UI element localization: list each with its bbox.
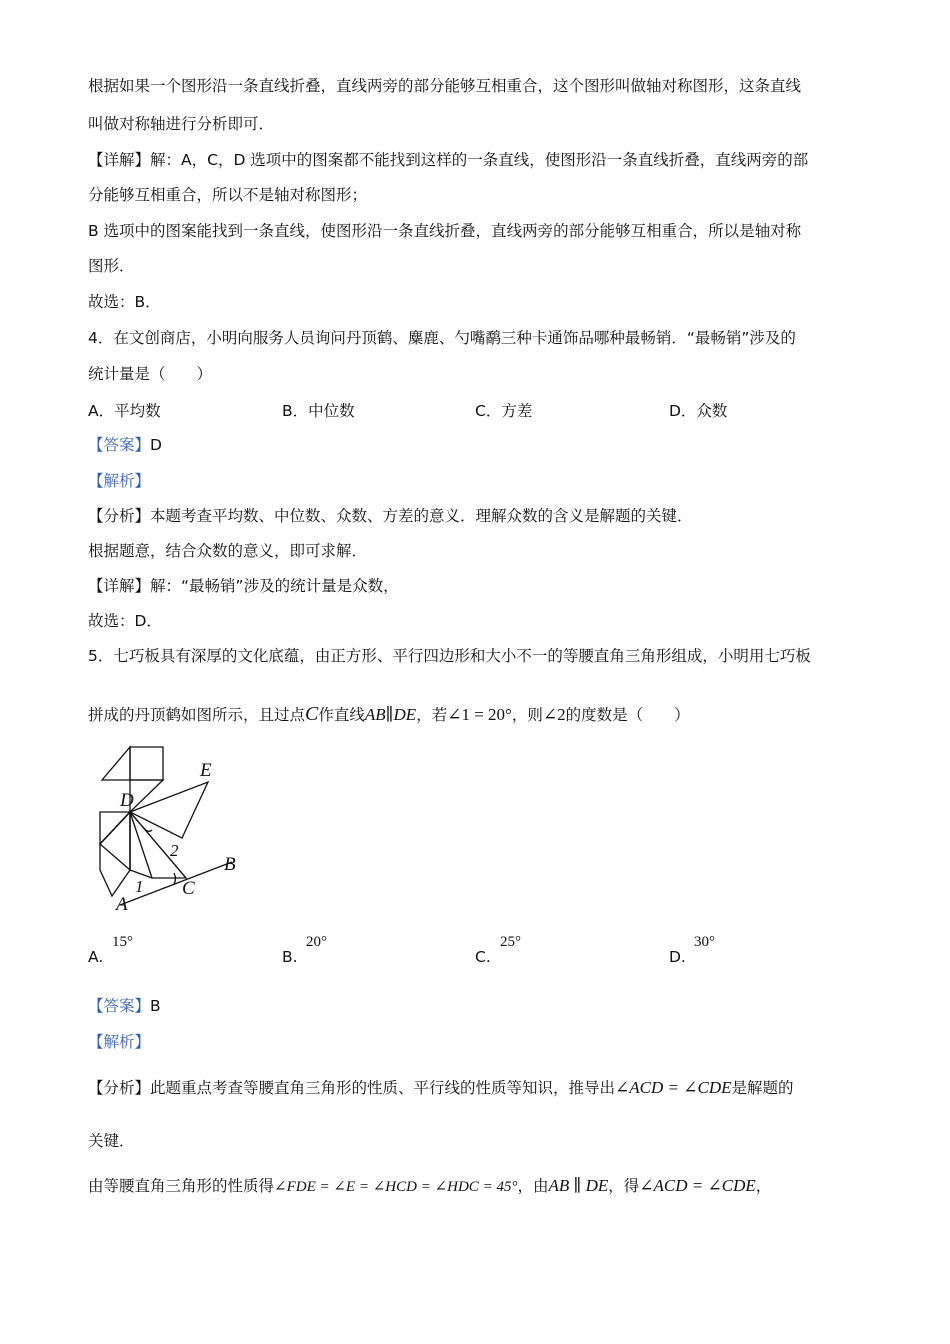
q3-detail-line-2: 分能够互相重合，所以不是轴对称图形； (88, 186, 368, 204)
angle-equation: ∠ACD = ∠CDE (615, 1078, 732, 1097)
reasoning-text: ，由 (517, 1177, 549, 1195)
label-e: E (200, 760, 212, 781)
q5-option-d-letter: D. (669, 948, 686, 966)
q5-answer (88, 996, 161, 1016)
parallel-ab-de: AB ∥ DE (548, 1176, 609, 1195)
analysis-tag: 【分析】 (88, 1079, 151, 1097)
q3-text-line-1: 根据如果一个图形沿一条直线折叠，直线两旁的部分能够互相重合，这个图形叫做轴对称图形，这条直线 (88, 77, 802, 95)
q3-text-line-2: 叫做对称轴进行分析即可． (88, 115, 275, 133)
answer-value: D (150, 436, 162, 454)
q4-analysis-tag: 【解析】 (88, 472, 151, 490)
q4-choice: 故选：D． (88, 612, 162, 630)
q4-analysis-line-2: 根据题意，结合众数的意义，即可求解． (88, 542, 368, 560)
q5-analysis-line-2: 关键． (88, 1132, 135, 1150)
analysis-text: 此题重点考查等腰直角三角形的性质、平行线的性质等知识，推导出 (150, 1079, 616, 1097)
analysis-text: 是解题的 (731, 1079, 794, 1097)
label-b: B (224, 854, 236, 875)
q3-choice: 故选：B． (88, 293, 161, 311)
q4-stem-line-2: 统计量是（ ） (88, 365, 213, 383)
q5-stem-line-1: 5．七巧板具有深厚的文化底蕴，由正方形、平行四边形和大小不一的等腰直角三角形组成，小明用七巧板 (88, 647, 811, 665)
q4-answer (88, 435, 162, 455)
q5-reasoning-line (88, 1176, 771, 1197)
q5-option-c-value: 25° (500, 934, 521, 950)
stem-text: 拼成的丹顶鹤如图所示，且过点 (88, 706, 306, 724)
label-a: A (116, 894, 128, 914)
q5-option-b-value: 20° (306, 934, 327, 950)
q4-option-d: D．众数 (669, 402, 728, 420)
q4-analysis-line (88, 506, 693, 526)
angle-equation-acd: ∠ACD = ∠CDE (639, 1176, 756, 1195)
figure-labels (114, 760, 236, 914)
q3-detail-line-3: B 选项中的图案能找到一条直线，使图形沿一条直线折叠，直线两旁的部分能够互相重合，所以是轴对称 (88, 222, 802, 240)
label-d: D (120, 790, 134, 811)
detail-tag: 【详解】 (88, 577, 151, 595)
q4-option-c: C．方差 (475, 402, 533, 420)
q4-stem-line-1: 4．在文创商店，小明向服务人员询问丹顶鹤、麋鹿、勺嘴鹬三种卡通饰品哪种最畅销．“最畅销”涉及的 (88, 329, 796, 347)
q3-detail-line-1 (88, 150, 808, 170)
point-c: C (305, 703, 319, 725)
label-1: 1 (135, 877, 144, 896)
angle-1-condition: ∠1 = 20° (447, 705, 512, 724)
label-c: C (182, 878, 195, 899)
q4-option-b: B．中位数 (282, 402, 355, 420)
tangram-crane-figure (90, 744, 260, 914)
stem-text: ，若 (416, 706, 448, 724)
q5-analysis-tag: 【解析】 (88, 1033, 151, 1051)
reasoning-text: ，得 (608, 1177, 640, 1195)
reasoning-text: ， (755, 1177, 772, 1195)
q4-option-a: A．平均数 (88, 402, 161, 420)
reasoning-text: 由等腰直角三角形的性质得 (88, 1177, 275, 1195)
line-de: DE (393, 705, 417, 724)
angle-equation-45: ∠FDE = ∠E = ∠HCD = ∠HDC = 45° (274, 1179, 518, 1195)
detail-text: 解：“最畅销”涉及的统计量是众数， (150, 577, 399, 595)
stem-text: 作直线 (318, 706, 365, 724)
answer-tag: 【答案】 (88, 997, 151, 1015)
detail-tag: 【详解】 (88, 151, 151, 169)
answer-value: B (150, 997, 161, 1015)
line-ab: AB (364, 705, 386, 724)
q5-option-a-value: 15° (112, 934, 133, 950)
q4-detail-line (88, 576, 399, 596)
stem-text: ，则 (511, 706, 543, 724)
parallel-symbol: ∥ (385, 705, 394, 724)
q5-option-c-letter: C. (475, 948, 491, 966)
q3-detail-line-4: 图形． (88, 257, 135, 275)
analysis-tag: 【分析】 (88, 507, 151, 525)
q5-option-d-value: 30° (694, 934, 715, 950)
q5-stem-line-2 (88, 704, 690, 725)
q5-option-a-letter: A. (88, 948, 104, 966)
answer-tag: 【答案】 (88, 436, 151, 454)
q5-option-b-letter: B. (282, 948, 298, 966)
detail-text: 解：A，C，D 选项中的图案都不能找到这样的一条直线，使图形沿一条直线折叠，直线两旁的部 (150, 151, 809, 169)
stem-text: 的度数是（ ） (565, 706, 690, 724)
label-2: 2 (170, 841, 179, 860)
q5-analysis-line (88, 1078, 794, 1098)
analysis-text: 本题考查平均数、中位数、众数、方差的意义．理解众数的含义是解题的关键． (150, 507, 693, 525)
angle-2: ∠2 (542, 705, 566, 724)
